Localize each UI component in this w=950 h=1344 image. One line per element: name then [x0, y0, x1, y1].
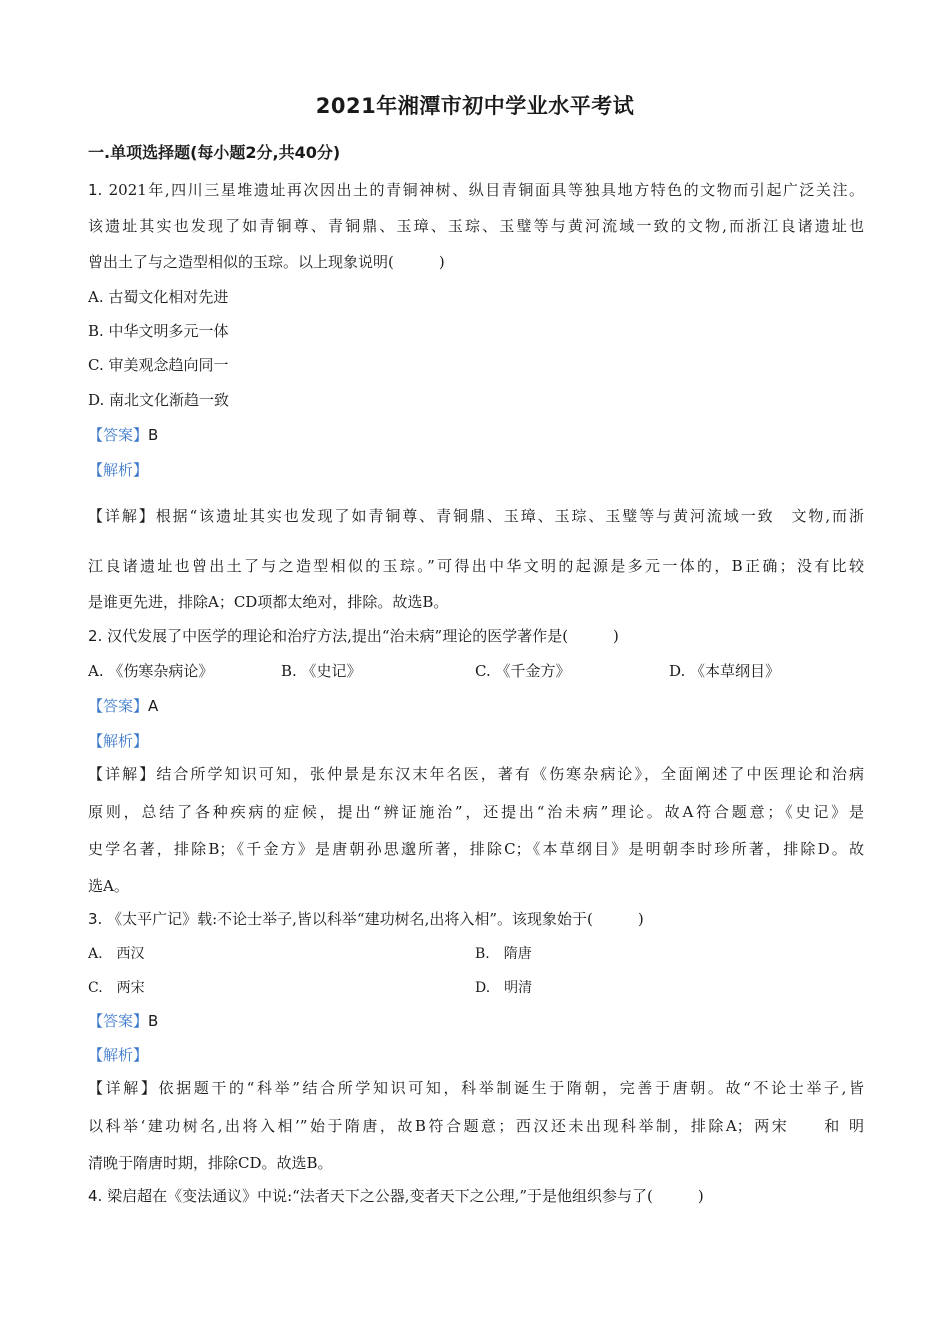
q2-option-a: A. 《伤寒杂病论》 — [88, 662, 214, 680]
q1-option-d: D. 南北文化渐趋一致 — [88, 391, 230, 409]
section-heading: 一.单项选择题(每小题2分,共40分) — [88, 143, 341, 162]
q2-stem-text: 汉代发展了中医学的理论和治疗方法,提出“治未病”理论的医学著作是( ) — [102, 627, 619, 645]
q3-option-d: D. 明清 — [475, 980, 533, 996]
q3-answer-line — [88, 1011, 158, 1031]
q3-detail-line3: 清晚于隋唐时期，排除CD。故选B。 — [88, 1154, 333, 1172]
q2-stem — [88, 626, 619, 646]
q3-answer-value: B — [148, 1012, 159, 1030]
page-title: 2021年湘潭市初中学业水平考试 — [315, 94, 635, 118]
q3-detail-line1 — [88, 1078, 864, 1098]
q3-option-a: A. 西汉 — [88, 946, 145, 962]
q3-answer-label: 【答案】 — [88, 1012, 149, 1030]
q3-detail-text1: 依据题干的“科举”结合所学知识可知，科举制诞生于隋朝，完善于唐朝。故“不论士举子,皆 — [158, 1079, 864, 1097]
q1-detail-label: 【详解】 — [88, 507, 156, 525]
q1-detail-line3: 是谁更先进，排除A；CD项都太绝对，排除。故选B。 — [88, 593, 449, 611]
q2-detail-line1 — [88, 764, 864, 784]
q1-answer-line — [88, 425, 158, 445]
q1-option-c: C. 审美观念趋向同一 — [88, 356, 229, 374]
q2-answer-line — [88, 696, 158, 716]
q1-stem-text1: 2021年,四川三星堆遗址再次因出土的青铜神树、纵目青铜面具等独具地方特色的文物而引起广泛关注。 — [102, 181, 864, 199]
q2-analysis-label: 【解析】 — [88, 732, 149, 750]
q1-detail-text1: 根据“该遗址其实也发现了如青铜尊、青铜鼎、玉璋、玉琮、玉璧等与黄河流域一致 文物,而浙 — [155, 507, 864, 525]
q3-stem — [88, 909, 644, 929]
q2-option-b: B. 《史记》 — [281, 662, 362, 680]
q1-option-a: A. 古蜀文化相对先进 — [88, 288, 229, 306]
q2-option-c: C. 《千金方》 — [475, 662, 571, 680]
q1-stem-line3: 曾出土了与之造型相似的玉琮。以上现象说明( ) — [88, 253, 445, 271]
q2-detail-text1: 结合所学知识可知，张仲景是东汉末年名医，著有《伤寒杂病论》，全面阐述了中医理论和治病 — [156, 765, 864, 783]
q2-number: 2. — [88, 627, 103, 645]
q3-option-c: C. 两宋 — [88, 980, 145, 996]
q2-option-d: D. 《本草纲目》 — [669, 662, 781, 680]
q2-detail-line3: 史学名著，排除B；《千金方》是唐朝孙思邈所著，排除C；《本草纲目》是明朝李时珍所著，排除D。故 — [88, 840, 864, 858]
q3-stem-text: 《太平广记》载:不论士举子,皆以科举“建功树名,出将入相”。该现象始于( ) — [102, 910, 644, 928]
q1-detail-line2: 江良诸遗址也曾出土了与之造型相似的玉琮。”可得出中华文明的起源是多元一体的，B正确；没有比较 — [88, 557, 864, 575]
q2-answer-value: A — [148, 697, 159, 715]
q1-answer-label: 【答案】 — [88, 426, 149, 444]
q3-detail-label: 【详解】 — [88, 1079, 159, 1097]
q1-stem-line1 — [88, 180, 864, 200]
q1-stem-line2: 该遗址其实也发现了如青铜尊、青铜鼎、玉璋、玉琮、玉璧等与黄河流域一致的文物,而浙江良诸遗址也 — [88, 217, 864, 235]
q4-stem-text: 梁启超在《变法通议》中说:“法者天下之公器,变者天下之公理,”于是他组织参与了( ) — [102, 1187, 704, 1205]
q2-detail-line4: 选A。 — [88, 877, 129, 895]
q1-option-b: B. 中华文明多元一体 — [88, 322, 229, 340]
q1-number: 1. — [88, 181, 103, 199]
q2-answer-label: 【答案】 — [88, 697, 149, 715]
q3-number: 3. — [88, 910, 103, 928]
q1-detail-line1 — [88, 506, 864, 526]
q2-detail-line2: 原则，总结了各种疾病的症候，提出“辨证施治”，还提出“治未病”理论。故A符合题意；《史记》是 — [88, 803, 864, 821]
q1-analysis-label: 【解析】 — [88, 461, 149, 479]
q4-stem — [88, 1186, 704, 1206]
q2-detail-label: 【详解】 — [88, 765, 157, 783]
q3-analysis-label: 【解析】 — [88, 1046, 149, 1064]
q3-detail-line2: 以科举‘建功树名,出将入相’”始于隋唐，故B符合题意；西汉还未出现科举制，排除A；两宋 和 明 — [88, 1117, 864, 1135]
q4-number: 4. — [88, 1187, 103, 1205]
q1-answer-value: B — [148, 426, 159, 444]
q3-option-b: B. 隋唐 — [475, 946, 532, 962]
